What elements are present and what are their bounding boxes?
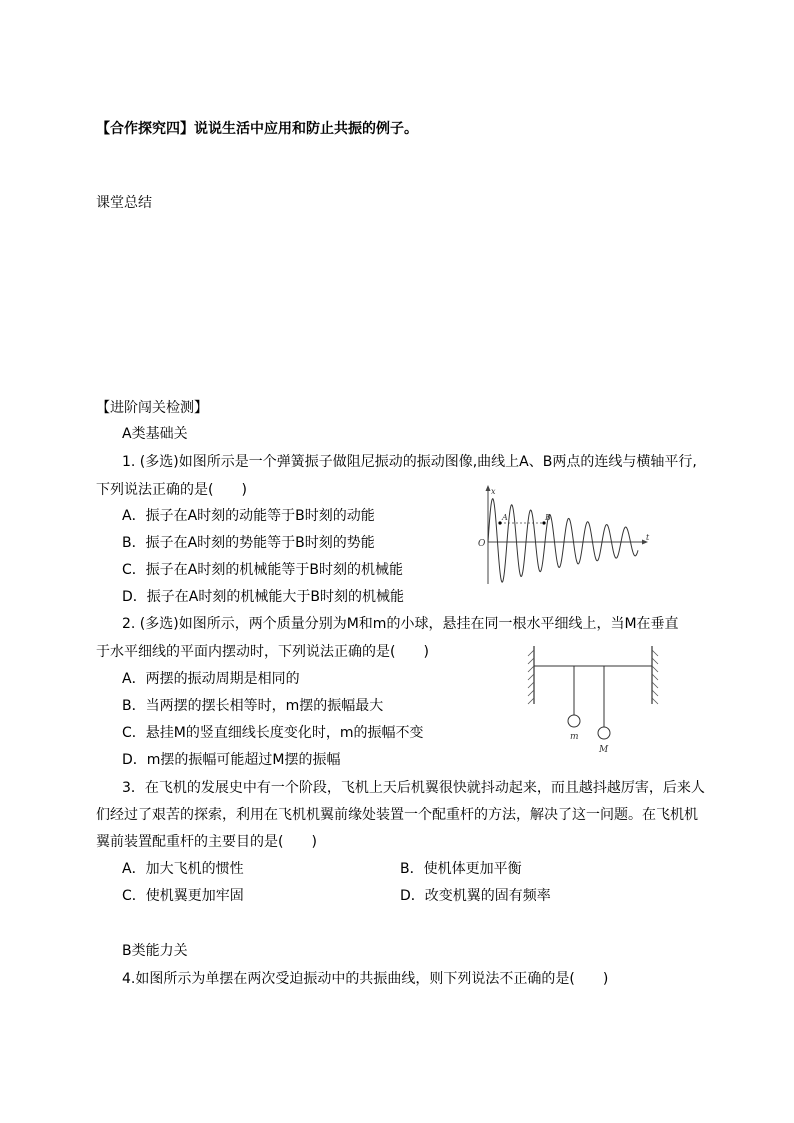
x-axis-label: x — [491, 487, 496, 496]
point-a-label: A — [502, 513, 508, 522]
summary-title: 课堂总结 — [96, 195, 152, 211]
t-axis-label: t — [646, 533, 650, 542]
q3-stem-line3: 翼前装置配重杆的主要目的是( ) — [96, 834, 317, 850]
left-wall-hatch — [528, 650, 534, 704]
q4-stem-line1: 4.如图所示为单摆在两次受迫振动中的共振曲线，则下列说法不正确的是( ) — [122, 971, 609, 987]
q2-option-a: A．两摆的振动周期是相同的 — [122, 671, 300, 687]
damped-curve — [488, 499, 638, 582]
q3-option-b: B．使机体更加平衡 — [400, 861, 522, 877]
small-ball-label: m — [570, 732, 579, 742]
large-ball-label: M — [599, 745, 609, 755]
q1-option-b: B．振子在A时刻的势能等于B时刻的势能 — [122, 535, 375, 551]
section-4-heading: 【合作探究四】说说生活中应用和防止共振的例子。 — [96, 121, 418, 137]
double-pendulum-figure — [526, 640, 660, 758]
q3-stem-line2: 们经过了艰苦的探索，利用在飞机机翼前缘处装置一个配重杆的方法，解决了这一问题。在飞机机 — [96, 807, 698, 823]
check-title: 【进阶闯关检测】 — [96, 400, 208, 416]
q3-option-c: C．使机翼更加牢固 — [122, 888, 244, 904]
q2-stem-line2: 于水平细线的平面内摆动时，下列说法正确的是( ) — [96, 644, 429, 660]
small-ball-m — [568, 715, 580, 727]
q2-option-d: D．m摆的振幅可能超过M摆的振幅 — [122, 752, 341, 768]
q1-option-c: C．振子在A时刻的机械能等于B时刻的机械能 — [122, 562, 403, 578]
q2-stem-line1: 2. (多选)如图所示，两个质量分别为M和m的小球，悬挂在同一根水平细线上，当M在垂直 — [122, 616, 679, 632]
q2-option-c: C．悬挂M的竖直细线长度变化时，m的振幅不变 — [122, 725, 424, 741]
damped-oscillation-figure — [472, 482, 652, 586]
level-b-title: B类能力关 — [122, 943, 188, 959]
q1-option-d: D．振子在A时刻的机械能大于B时刻的机械能 — [122, 589, 404, 605]
q2-option-b: B．当两摆的摆长相等时，m摆的振幅最大 — [122, 698, 384, 714]
q3-option-a: A．加大飞机的惯性 — [122, 861, 244, 877]
right-wall-hatch — [652, 650, 658, 704]
x-axis-arrow — [486, 485, 491, 491]
q1-option-a: A．振子在A时刻的动能等于B时刻的动能 — [122, 508, 375, 524]
q1-stem-line2: 下列说法正确的是( ) — [96, 482, 247, 498]
q3-option-d: D．改变机翼的固有频率 — [400, 888, 551, 904]
point-b-label: B — [545, 513, 551, 522]
level-a-title: A类基础关 — [122, 426, 188, 442]
origin-label: O — [478, 539, 486, 549]
q3-stem-line1: 3．在飞机的发展史中有一个阶段，飞机上天后机翼很快就抖动起来，而且越抖越厉害，后来人 — [122, 780, 705, 796]
large-ball-M — [598, 727, 610, 739]
q1-stem-line1: 1. (多选)如图所示是一个弹簧振子做阻尼振动的振动图像,曲线上A、B两点的连线与横轴平行, — [122, 454, 697, 470]
